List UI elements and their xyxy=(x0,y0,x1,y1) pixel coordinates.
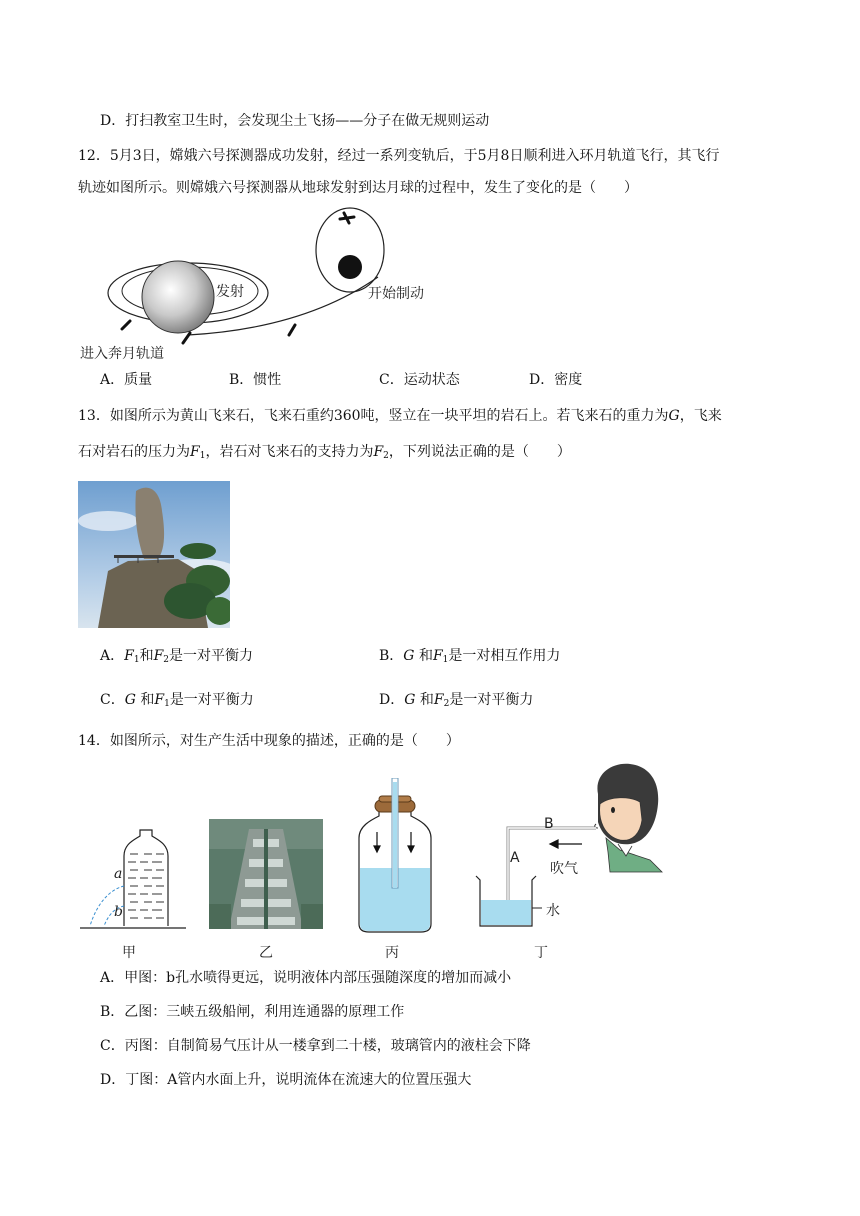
q14-stem: 14．如图所示，对生产生活中现象的描述，正确的是（ ） xyxy=(78,733,460,749)
figure-ding-blowing xyxy=(470,760,670,936)
q13-option-d: D．G 和$F_2$是一对平衡力 xyxy=(379,692,534,709)
q12-option-a: A．质量 xyxy=(100,372,153,388)
q12-orbit-figure xyxy=(78,205,458,365)
q14-option-a: A．甲图：b孔水喷得更远，说明液体内部压强随深度的增加而减小 xyxy=(100,970,512,986)
figure-bing-barometer xyxy=(355,778,435,934)
label-jia: 甲 xyxy=(122,945,136,961)
q12-option-d: D．密度 xyxy=(529,372,583,388)
label-yi: 乙 xyxy=(259,945,273,961)
label-brake: 开始制动 xyxy=(368,286,424,302)
q14-option-c: C．丙图：自制简易气压计从一楼拿到二十楼，玻璃管内的液柱会下降 xyxy=(100,1038,531,1054)
hole-b-label: b xyxy=(114,904,123,920)
q12-stem-line1: 12．5月3日，嫦娥六号探测器成功发射，经过一系列变轨后，于5月8日顺利进入环月轨道飞行，其飞行 xyxy=(78,148,720,164)
label-ding: 丁 xyxy=(534,945,548,961)
q12-stem-line2: 轨迹如图所示。则嫦娥六号探测器从地球发射到达月球的过程中，发生了变化的是（ ） xyxy=(78,180,638,196)
label-launch: 发射 xyxy=(216,284,244,300)
q14-option-d: D．丁图：A管内水面上升，说明流体在流速大的位置压强大 xyxy=(100,1072,472,1088)
q13-option-b: B．G 和$F_1$是一对相互作用力 xyxy=(379,648,561,665)
label-bing: 丙 xyxy=(385,945,399,961)
figure-yi-ship-lock-photo xyxy=(209,819,323,929)
tube-b-label: B xyxy=(544,816,554,832)
label-transfer-orbit: 进入奔月轨道 xyxy=(80,346,164,362)
q13-option-a: A．$F_1$和$F_2$是一对平衡力 xyxy=(100,648,254,665)
figure-jia-water-tank xyxy=(78,826,188,936)
blow-label: 吹气 xyxy=(550,861,578,877)
hole-a-label: a xyxy=(114,866,123,882)
q13-stem-line2: 石对岩石的压力为$F_1$，岩石对飞来石的支持力为$F_2$，下列说法正确的是（ ） xyxy=(78,444,571,461)
q12-option-c: C．运动状态 xyxy=(379,372,460,388)
q11-option-d: D．打扫教室卫生时，会发现尘土飞扬——分子在做无规则运动 xyxy=(100,113,490,129)
tube-a-label: A xyxy=(510,850,520,866)
q12-option-b: B．惯性 xyxy=(229,372,282,388)
q13-option-c: C．G 和$F_1$是一对平衡力 xyxy=(100,692,254,709)
q14-option-b: B．乙图：三峡五级船闸，利用连通器的原理工作 xyxy=(100,1004,405,1020)
q13-stem-line1: 13．如图所示为黄山飞来石，飞来石重约360吨，竖立在一块平坦的岩石上。若飞来石的重力为G，飞来 xyxy=(78,408,722,424)
water-label: 水 xyxy=(546,903,560,919)
feilai-rock-photo xyxy=(78,481,230,628)
